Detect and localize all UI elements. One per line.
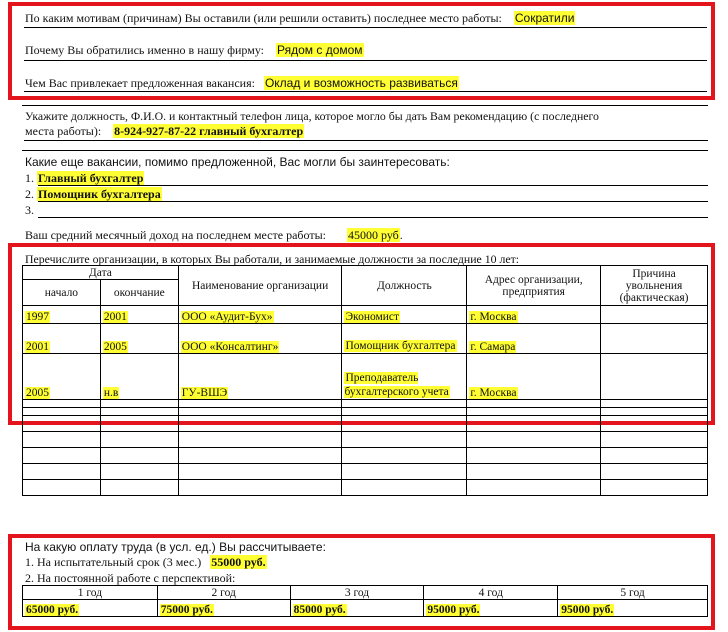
row3-start[interactable]: 2005 [26,387,49,399]
row1-reason[interactable] [601,306,708,324]
trial-label: 1. На испытательный срок (3 мес.) [25,555,202,569]
header-reason: Причина увольнения (фактическая) [601,266,708,306]
row2-end[interactable]: 2005 [103,341,127,353]
q3-underline [24,91,707,92]
income-answer[interactable]: 45000 руб [347,228,399,242]
row3-end[interactable]: н.в [103,387,119,399]
table-row-empty [23,432,708,448]
vacancy-num-1: 1. [25,171,34,185]
row1-address[interactable]: г. Москва [470,311,517,323]
q2-answer[interactable]: Рядом с домом [277,43,363,57]
year-3: 3 год [290,586,424,600]
vacancy-underline-1 [38,185,708,186]
q1-row [25,11,575,26]
row2-start[interactable]: 2001 [26,341,49,353]
q3-label: Чем Вас привлекает предложенная вакансия: [25,76,255,90]
row1-position[interactable]: Экономист [345,311,400,323]
q1-underline [24,27,707,28]
income-label: Ваш средний месячный доход на последнем месте работы: [25,228,326,242]
amount-5[interactable]: 95000 руб. [561,604,614,616]
header-end: окончание [100,280,178,306]
reference-top-line [22,105,708,106]
header-position: Должность [342,266,467,306]
salary-label: На какую оплату труда (в усл. ед.) Вы рассчитываете: [25,540,326,554]
header-date: Дата [23,266,179,280]
table-row-empty [23,408,708,416]
table-row-empty [23,464,708,480]
header-org: Наименование организации [178,266,342,306]
income-row [25,228,403,243]
table-row-empty [23,416,708,432]
q2-label: Почему Вы обратились именно в нашу фирму: [25,43,264,57]
vacancy-num-2: 2. [25,187,34,201]
row2-position[interactable]: Помощник бухгалтера [345,340,456,352]
row3-address[interactable]: г. Москва [470,387,517,399]
table-row-empty [23,480,708,496]
q2-row [25,43,364,58]
reference-answer[interactable]: 8-924-927-87-22 главный бухгалтер [114,124,304,138]
reference-row [25,124,304,139]
reference-underline [24,140,708,141]
vacancies-label: Какие еще вакансии, помимо предложенной, Вас могли бы заинтересовать: [25,155,450,169]
amount-2[interactable]: 75000 руб. [160,604,213,616]
vacancies-top-line [22,150,708,151]
salary-table [22,585,708,617]
vacancy-underline-2 [38,201,708,202]
row1-start[interactable]: 1997 [26,311,49,323]
vacancy-value-2[interactable]: Помощник бухгалтера [38,187,161,201]
row2-address[interactable]: г. Самара [470,341,516,353]
row3-org[interactable]: ГУ-ВШЭ [181,387,228,399]
amount-3[interactable]: 85000 руб. [293,604,346,616]
trial-answer[interactable]: 55000 руб. [211,555,266,569]
row3-reason[interactable] [601,354,708,400]
vacancy-item-1 [25,171,144,186]
income-suffix: . [399,228,403,242]
table-row [23,306,708,324]
row3-position[interactable]: Преподаватель бухгалтерского учета [344,372,449,398]
vacancy-num-3: 3. [25,203,34,217]
q3-row [25,76,459,91]
header-start: начало [23,280,101,306]
year-4: 4 год [424,586,558,600]
year-1: 1 год [23,586,158,600]
vacancy-value-1[interactable]: Главный бухгалтер [38,171,144,185]
row2-reason[interactable] [601,324,708,354]
header-address: Адрес организации, предприятия [467,266,601,306]
trial-row [25,555,267,570]
q3-answer[interactable]: Оклад и возможность развиваться [264,76,458,90]
table-row-empty [23,448,708,464]
q2-underline [24,60,707,61]
vacancy-item-3 [25,203,34,218]
table-row [23,354,708,400]
row1-end[interactable]: 2001 [103,311,127,323]
q1-answer[interactable]: Сократили [514,11,575,25]
work-history-label: Перечислите организации, в которых Вы работали, и занимаемые должности за последние 10 лет: [25,252,520,266]
row1-org[interactable]: ООО «Аудит-Бух» [181,311,273,323]
table-row-empty [23,400,708,408]
amount-4[interactable]: 95000 руб. [427,604,480,616]
amount-1[interactable]: 65000 руб. [26,604,79,616]
vacancy-item-2 [25,187,162,202]
work-history-table [22,265,708,496]
reference-label-line2: места работы): [25,124,102,138]
q1-label: По каким мотивам (причинам) Вы оставили (или решили оставить) последнее место работы: [25,11,502,25]
year-2: 2 год [157,586,290,600]
reference-label-line1: Укажите должность, Ф.И.О. и контактный телефон лица, которое могло бы дать Вам рекомендацию (с последнего [25,109,599,123]
vacancy-underline-3 [38,217,708,218]
year-5: 5 год [558,586,708,600]
permanent-label: 2. На постоянной работе с перспективой: [25,571,236,585]
row2-org[interactable]: ООО «Консалтинг» [181,341,279,353]
table-row [23,324,708,354]
